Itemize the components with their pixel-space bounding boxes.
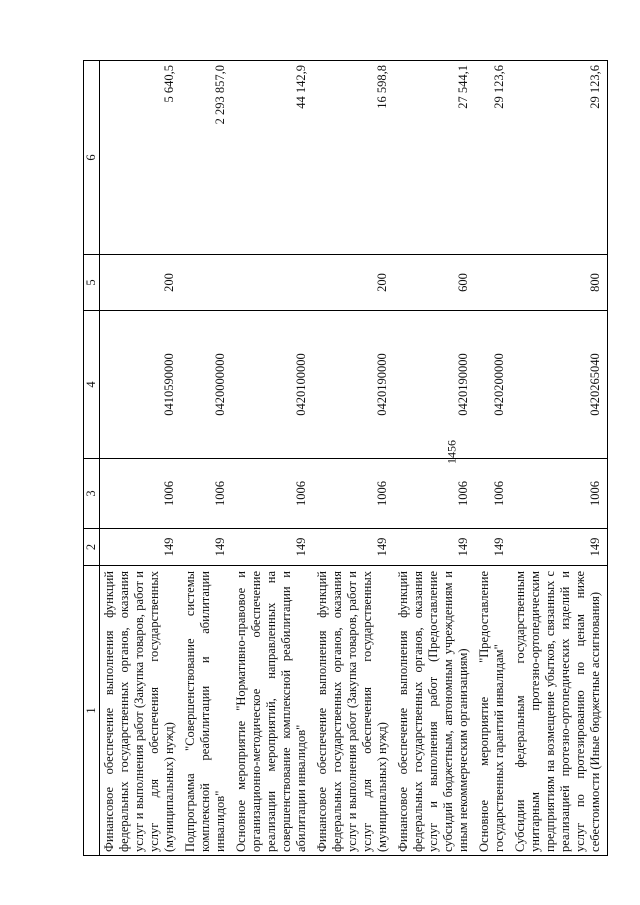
column-header-2: 2 [84, 529, 100, 566]
amount: 27 544,1 [394, 61, 475, 255]
target-code: 0420190000 [313, 311, 394, 459]
expense-type-code: 200 [100, 255, 182, 311]
table-row [313, 61, 394, 856]
section-code: 1006 [181, 459, 232, 529]
row-name: Основное мероприятие "Предоставление государственных гарантий инвалидам" [475, 566, 511, 856]
section-code: 1006 [394, 459, 475, 529]
row-name: Финансовое обеспечение выполнения функций федеральных государственных органов, оказания услуг и выполнения работ (Закупка товаров, работ и услуг для обеспечения государственных (муниципальных) нужд) [100, 566, 182, 856]
column-header-1: 1 [84, 566, 100, 856]
ministry-code: 149 [475, 529, 511, 566]
row-name: Субсидии федеральным государственным унитарным протезно-ортопедическим предприятиям на возмещение убытков, связанных с реализацией протезно-ортопедических изделий и услуг по протезированию по ценам ниже себестоимости (Иные бюджетные ассигнования) [511, 566, 608, 856]
section-code: 1006 [100, 459, 182, 529]
expense-type-code: 600 [394, 255, 475, 311]
amount: 2 293 857,0 [181, 61, 232, 255]
section-code: 1006 [475, 459, 511, 529]
target-code: 0420100000 [232, 311, 313, 459]
target-code: 0420265040 [511, 311, 608, 459]
target-code: 0420200000 [475, 311, 511, 459]
ministry-code: 149 [181, 529, 232, 566]
column-header-6: 6 [84, 61, 100, 255]
ministry-code: 149 [100, 529, 182, 566]
section-code: 1006 [313, 459, 394, 529]
page-number: 1456 [444, 440, 459, 464]
target-code: 0420190000 [394, 311, 475, 459]
target-code: 0420000000 [181, 311, 232, 459]
ministry-code: 149 [394, 529, 475, 566]
expense-type-code [475, 255, 511, 311]
table-row [100, 61, 182, 856]
row-name: Подпрограмма "Совершенствование системы комплексной реабилитации и абилитации инвалидов" [181, 566, 232, 856]
table-row [181, 61, 232, 856]
section-code: 1006 [232, 459, 313, 529]
row-name: Финансовое обеспечение выполнения функций федеральных государственных органов, оказания услуг и выполнения работ (Закупка товаров, работ и услуг для обеспечения государственных (муниципальных) нужд) [313, 566, 394, 856]
target-code: 0410590000 [100, 311, 182, 459]
ministry-code: 149 [511, 529, 608, 566]
table-row [232, 61, 313, 856]
rotated-table-container [83, 61, 611, 856]
column-header-4: 4 [84, 311, 100, 459]
amount: 5 640,5 [100, 61, 182, 255]
amount: 16 598,8 [313, 61, 394, 255]
table-row [511, 61, 608, 856]
expense-type-code: 200 [313, 255, 394, 311]
column-header-3: 3 [84, 459, 100, 529]
table-row [394, 61, 475, 856]
expense-type-code: 800 [511, 255, 608, 311]
expense-type-code [232, 255, 313, 311]
budget-table [83, 60, 608, 856]
amount: 29 123,6 [475, 61, 511, 255]
table-row [475, 61, 511, 856]
header-row [84, 61, 100, 856]
expense-type-code [181, 255, 232, 311]
column-header-5: 5 [84, 255, 100, 311]
ministry-code: 149 [232, 529, 313, 566]
amount: 29 123,6 [511, 61, 608, 255]
row-name: Основное мероприятие "Нормативно-правовое и организационно-методическое обеспечение реализации мероприятий, направленных на совершенствование комплексной реабилитации и абилитации инвалидов" [232, 566, 313, 856]
row-name: Финансовое обеспечение выполнения функций федеральных государственных органов, оказания услуг и выполнения работ (Предоставление субсидий бюджетным, автономным учреждениям и иным некоммерческим организациям) [394, 566, 475, 856]
ministry-code: 149 [313, 529, 394, 566]
section-code: 1006 [511, 459, 608, 529]
amount: 44 142,9 [232, 61, 313, 255]
